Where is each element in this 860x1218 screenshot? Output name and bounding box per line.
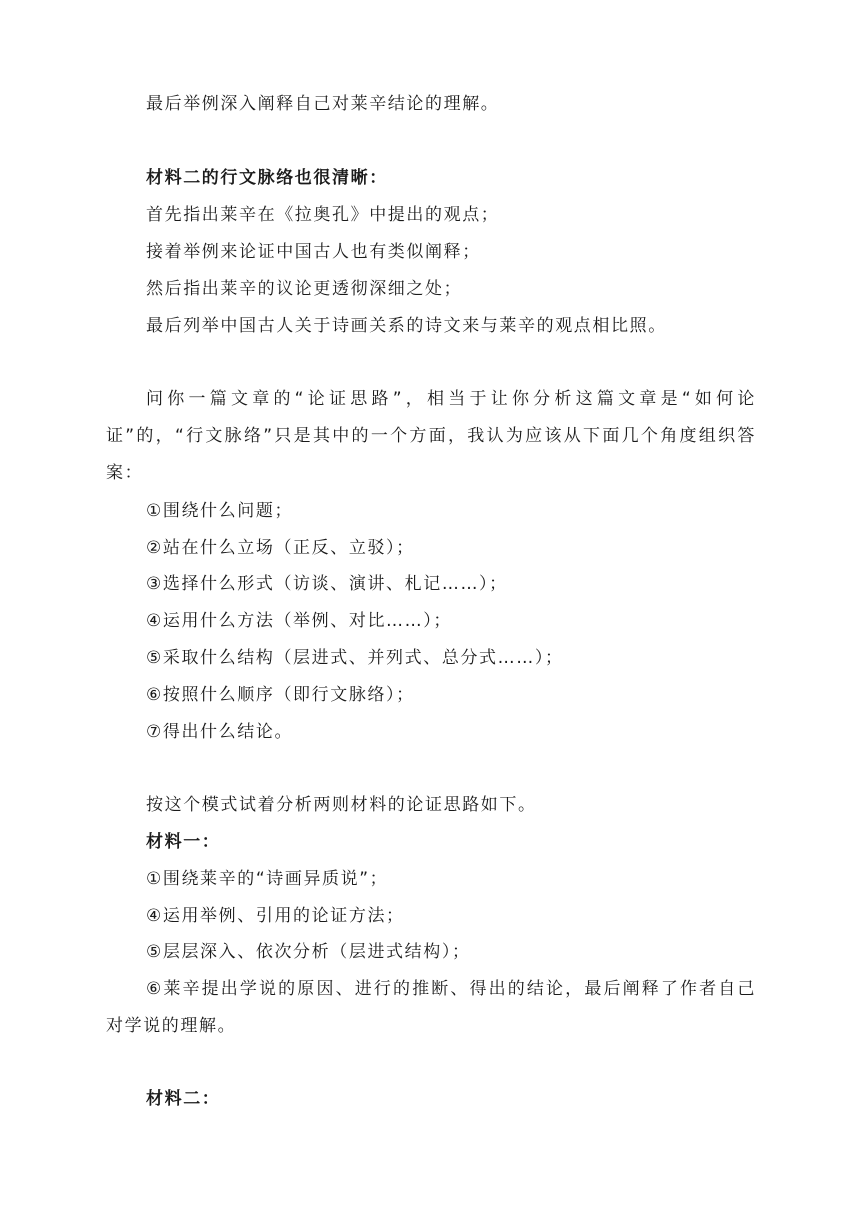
angle-item: ⑤采取什么结构（层进式、并列式、总分式……）； [146,648,564,668]
list-item: ⑤层层深入、依次分析（层进式结构）； [146,942,471,962]
angle-item: ⑥按照什么顺序（即行文脉络）； [146,685,415,705]
material1-heading: 材料一： [146,832,221,852]
analysis-intro: 按这个模式试着分析两则材料的论证思路如下。 [146,795,537,815]
angle-item: ①围绕什么问题； [146,501,294,521]
material2-flow-heading: 材料二的行文脉络也很清晰： [146,168,388,188]
intro-paragraph: 问你一篇文章的“论证思路”，相当于让你分析这篇文章是“如何论证”的，“行文脉络”只是其中的一个方面，我认为应该从下面几个角度组织答案： [106,389,756,483]
list-item: 首先指出莱辛在《拉奥孔》中提出的观点； [146,205,500,225]
angle-item: ④运用什么方法（举例、对比……）； [146,611,452,631]
list-item: 最后列举中国古人关于诗画关系的诗文来与莱辛的观点相比照。 [146,316,667,336]
material1-last-paragraph: ⑥莱辛提出学说的原因、进行的推断、得出的结论，最后阐释了作者自己对学说的理解。 [106,979,756,1036]
angle-item: ②站在什么立场（正反、立驳）； [146,538,415,558]
angle-item: ③选择什么形式（访谈、演讲、札记……）； [146,574,508,594]
angle-item: ⑦得出什么结论。 [146,722,294,742]
list-item: ①围绕莱辛的“诗画异质说”； [146,869,389,889]
material2-heading: 材料二： [146,1089,221,1109]
list-item: 接着举例来论证中国古人也有类似阐释； [146,242,481,262]
paragraph-line: 最后举例深入阐释自己对莱辛结论的理解。 [146,94,500,114]
list-item: ④运用举例、引用的论证方法； [146,906,405,926]
list-item: 然后指出莱辛的议论更透彻深细之处； [146,279,463,299]
